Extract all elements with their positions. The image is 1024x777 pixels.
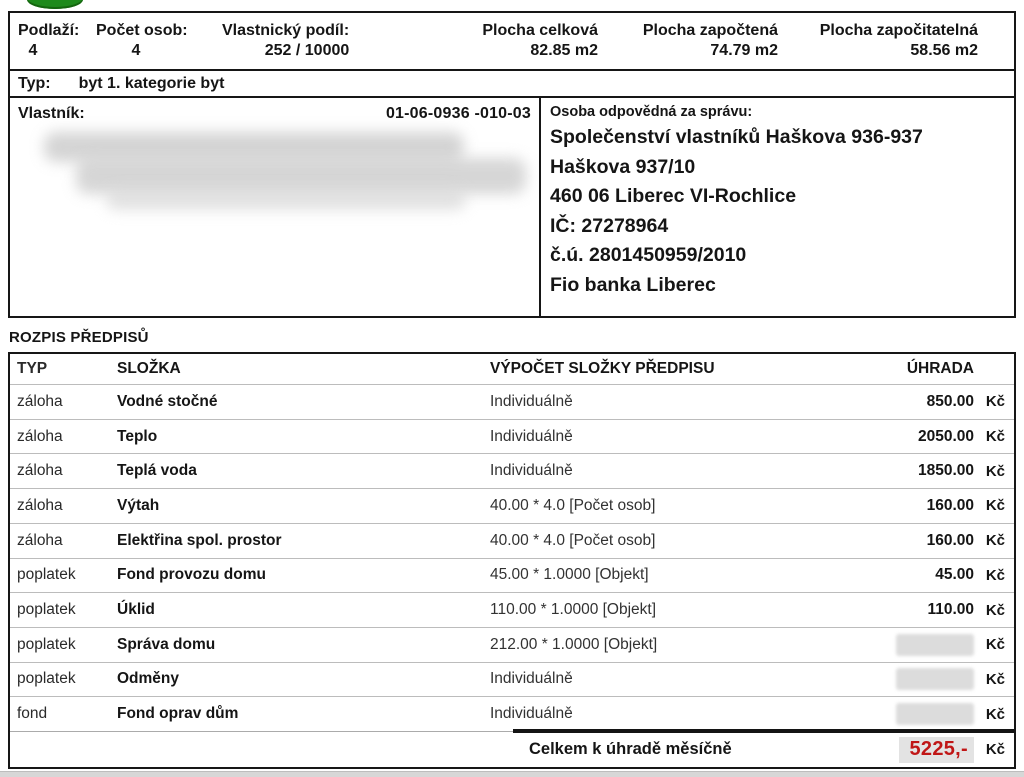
owner-pane: [10, 98, 539, 316]
cell-uhrada: 2050.00: [917, 427, 974, 445]
cell-currency: Kč: [985, 705, 1005, 723]
redacted-amount: [896, 703, 974, 725]
cell-vypocet: Individuálně: [490, 670, 573, 688]
cell-currency: Kč: [985, 566, 1005, 584]
field-counted-area: [638, 17, 778, 65]
cell-vypocet: 212.00 * 1.0000 [Objekt]: [490, 635, 658, 653]
owner-label: Vlastník:: [18, 105, 85, 122]
total-currency: Kč: [985, 741, 1005, 758]
cell-vypocet: 40.00 * 4.0 [Počet osob]: [490, 531, 656, 549]
cell-typ: záloha: [17, 531, 63, 549]
ownership-share-value: 252 / 10000: [264, 42, 350, 59]
table-header-row: [10, 354, 1014, 384]
manager-city: 460 06 Liberec VI-Rochlice: [550, 185, 797, 207]
countable-area-label: Plocha započitatelná: [819, 22, 978, 39]
person-count-label: Počet osob:: [96, 22, 188, 39]
cell-uhrada: 160.00: [926, 531, 974, 549]
type-value: byt 1. kategorie byt: [78, 74, 225, 92]
counted-area-value: 74.79 m2: [710, 42, 778, 59]
cell-slozka: Teplá voda: [117, 462, 197, 480]
field-total-area: [466, 17, 598, 65]
manager-bank: Fio banka Liberec: [550, 273, 716, 296]
table-row: [10, 558, 1014, 593]
type-label: Typ:: [18, 74, 51, 92]
table-row: [10, 419, 1014, 454]
cell-currency: Kč: [985, 462, 1005, 480]
total-label: Celkem k úhradě měsíčně: [529, 740, 732, 758]
manager-ic: IČ: 27278964: [550, 214, 669, 237]
cell-typ: poplatek: [17, 635, 76, 653]
table-row: [10, 453, 1014, 488]
cell-uhrada: 1850.00: [917, 462, 974, 480]
cell-slozka: Úklid: [117, 601, 155, 619]
cell-typ: záloha: [17, 462, 63, 480]
table-row: [10, 523, 1014, 558]
cell-typ: poplatek: [17, 601, 76, 619]
cell-slozka: Správa domu: [117, 635, 216, 653]
prescriptions-table: [8, 352, 1016, 769]
col-header-uhrada: ÚHRADA: [906, 360, 974, 377]
table-row: [10, 696, 1014, 731]
section-title: ROZPIS PŘEDPISŮ: [9, 329, 149, 346]
total-area-value: 82.85 m2: [530, 42, 598, 59]
table-row: [10, 488, 1014, 523]
cell-currency: Kč: [985, 393, 1005, 411]
cell-uhrada: [846, 703, 974, 725]
col-header-typ: TYP: [17, 360, 48, 377]
type-row: [8, 69, 1016, 98]
total-row: [10, 731, 1014, 767]
cell-uhrada: [846, 634, 974, 656]
table-row: [10, 384, 1014, 419]
redacted-owner-name: [76, 158, 526, 194]
cell-typ: fond: [17, 705, 48, 723]
cell-slozka: Vodné stočné: [117, 392, 218, 410]
table-row: [10, 592, 1014, 627]
cell-typ: záloha: [17, 496, 63, 514]
table-row: [10, 627, 1014, 662]
scan-edge-strip: [0, 771, 1024, 777]
total-area-label: Plocha celková: [482, 22, 598, 39]
cell-slozka: Elektřina spol. prostor: [117, 531, 282, 549]
cell-currency: Kč: [985, 428, 1005, 446]
field-ownership-share: [222, 17, 432, 65]
manager-street: Haškova 937/10: [550, 155, 696, 178]
field-floor: [18, 17, 96, 65]
cell-uhrada: [846, 668, 974, 690]
cell-slozka: Fond oprav dům: [117, 705, 239, 723]
redacted-amount: [896, 634, 974, 656]
cell-currency: Kč: [985, 636, 1005, 654]
owner-header: [18, 105, 531, 123]
col-header-vypocet: VÝPOČET SLOŽKY PŘEDPISU: [490, 360, 715, 377]
cell-vypocet: 110.00 * 1.0000 [Objekt]: [490, 601, 657, 619]
green-logo-fragment-icon: [27, 0, 83, 9]
floor-value: 4: [28, 42, 38, 59]
countable-area-value: 58.56 m2: [910, 42, 978, 59]
info-spacer: [432, 17, 466, 65]
total-amount-wrap: [846, 737, 974, 763]
manager-account: č.ú. 2801450959/2010: [550, 244, 747, 266]
counted-area-label: Plocha započtená: [642, 22, 778, 39]
ownership-share-label: Vlastnický podíl:: [222, 22, 350, 39]
cell-slozka: Výtah: [117, 496, 160, 514]
cell-uhrada: 110.00: [927, 601, 974, 619]
cell-uhrada: 850.00: [926, 392, 974, 410]
manager-name: Společenství vlastníků Haškova 936-937: [550, 126, 923, 148]
person-count-value: 4: [131, 42, 141, 59]
cell-typ: poplatek: [17, 670, 76, 688]
cell-slozka: Teplo: [117, 427, 158, 445]
field-person-count: [96, 17, 222, 65]
floor-label: Podlaží:: [18, 22, 80, 39]
cell-slozka: Odměny: [117, 670, 180, 688]
redacted-owner-name: [106, 190, 466, 210]
manager-heading: Osoba odpovědná za správu:: [550, 104, 753, 120]
cell-uhrada: 45.00: [935, 566, 974, 584]
unit-code: 01-06-0936 -010-03: [385, 105, 531, 122]
total-amount: 5225,-: [899, 737, 974, 763]
cell-uhrada: 160.00: [926, 496, 974, 514]
field-countable-area: [792, 17, 978, 65]
manager-pane: [539, 98, 1014, 316]
cell-vypocet: 45.00 * 1.0000 [Objekt]: [490, 566, 649, 584]
cell-currency: Kč: [985, 670, 1005, 688]
cell-typ: záloha: [17, 427, 63, 445]
cell-vypocet: Individuálně: [490, 392, 573, 410]
owner-manager-box: [8, 96, 1016, 318]
cell-vypocet: Individuálně: [490, 427, 573, 445]
table-row: [10, 662, 1014, 697]
cell-currency: Kč: [985, 532, 1005, 550]
cell-currency: Kč: [985, 601, 1005, 619]
col-header-slozka: SLOŽKA: [117, 360, 181, 377]
unit-info-box: [8, 11, 1016, 71]
cell-currency: Kč: [985, 497, 1005, 515]
table-body: [10, 384, 1014, 731]
redacted-amount: [896, 668, 974, 690]
cell-vypocet: Individuálně: [490, 462, 573, 480]
cell-typ: záloha: [17, 392, 63, 410]
cell-vypocet: Individuálně: [490, 705, 573, 723]
cell-typ: poplatek: [17, 566, 76, 584]
cell-slozka: Fond provozu domu: [117, 566, 266, 584]
cell-vypocet: 40.00 * 4.0 [Počet osob]: [490, 496, 656, 514]
